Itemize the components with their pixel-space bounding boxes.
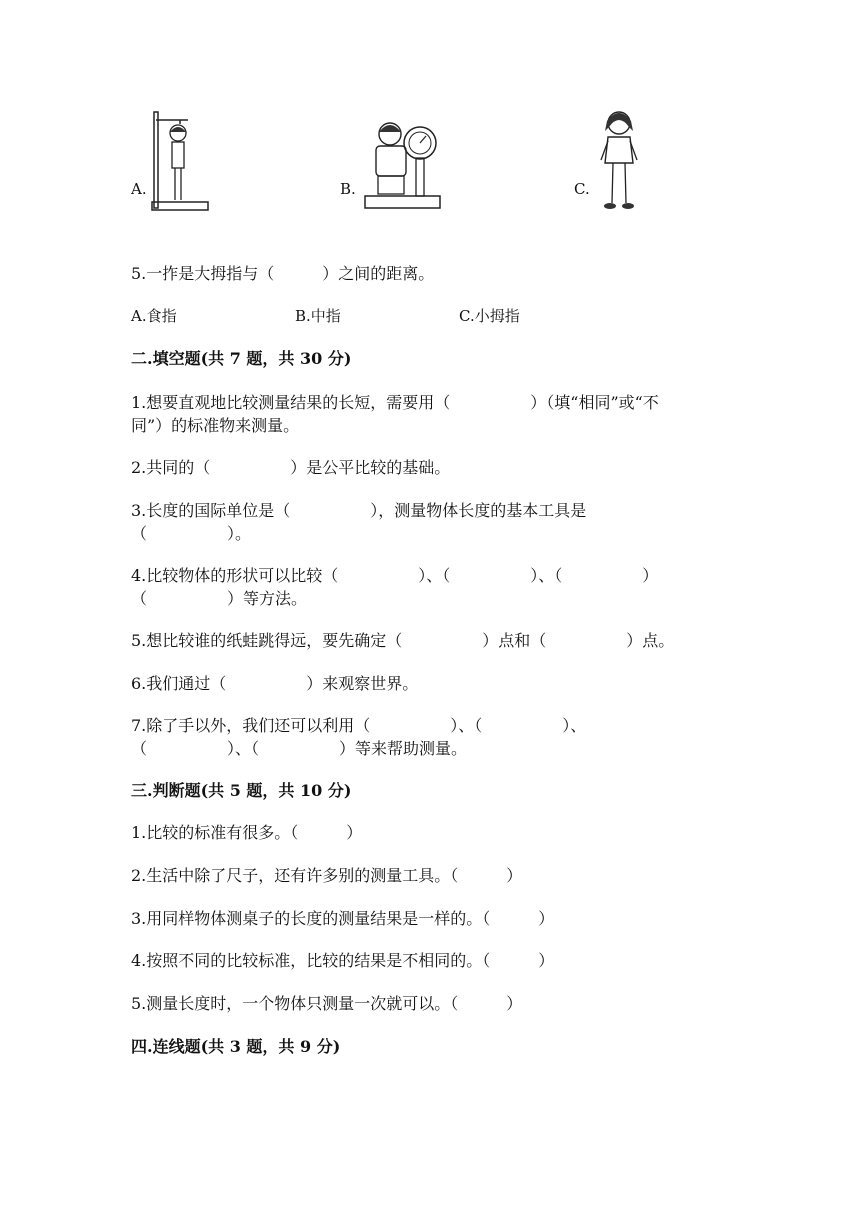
section-2-title: 二.填空题(共 7 题，共 30 分) xyxy=(131,349,352,368)
section-3-title: 三.判断题(共 5 题，共 10 分) xyxy=(131,781,352,800)
fill-q1-line1: 1.想要直观地比较测量结果的长短，需要用（ ）（填“相同”或“不 xyxy=(131,393,659,412)
fill-q1-line2: 同”）的标准物来测量。 xyxy=(131,416,300,435)
fill-q4-line2: （ ）等方法。 xyxy=(131,589,308,608)
figure-c-label: C. xyxy=(574,180,590,198)
judge-q2: 2.生活中除了尺子，还有许多别的测量工具。（ ） xyxy=(131,866,523,885)
q5-option-c: C.小拇指 xyxy=(459,307,520,325)
fill-q5: 5.想比较谁的纸蛙跳得远，要先确定（ ）点和（ ）点。 xyxy=(131,631,675,650)
section-4-title: 四.连线题(共 3 题，共 9 分) xyxy=(131,1037,341,1056)
figure-b-label: B. xyxy=(340,180,356,198)
figure-b-weight-scale xyxy=(360,118,445,213)
fill-q2: 2.共同的（ ）是公平比较的基础。 xyxy=(131,458,451,477)
figure-a-height-measure xyxy=(150,110,210,215)
judge-q5: 5.测量长度时，一个物体只测量一次就可以。（ ） xyxy=(131,994,523,1013)
fill-q7-line1: 7.除了手以外，我们还可以利用（ ）、（ ）、 xyxy=(131,716,587,735)
fill-q4-line1: 4.比较物体的形状可以比较（ ）、（ ）、（ ） xyxy=(131,566,659,585)
figure-a-label: A. xyxy=(131,180,147,198)
fill-q6: 6.我们通过（ ）来观察世界。 xyxy=(131,674,419,693)
judge-q3: 3.用同样物体测桌子的长度的测量结果是一样的。（ ） xyxy=(131,909,555,928)
q5-option-b: B.中指 xyxy=(295,307,341,325)
fill-q3-line2: （ ）。 xyxy=(131,524,252,543)
judge-q4: 4.按照不同的比较标准，比较的结果是不相同的。（ ） xyxy=(131,951,555,970)
q5-option-a: A.食指 xyxy=(131,307,177,325)
fill-q3-line1: 3.长度的国际单位是（ ），测量物体长度的基本工具是 xyxy=(131,501,587,520)
figure-c-girl-standing xyxy=(595,105,645,215)
judge-q1: 1.比较的标准有很多。（ ） xyxy=(131,823,363,842)
fill-q7-line2: （ ）、（ ）等来帮助测量。 xyxy=(131,739,468,758)
question-5-text: 5.一拃是大拇指与（ ）之间的距离。 xyxy=(131,264,435,283)
